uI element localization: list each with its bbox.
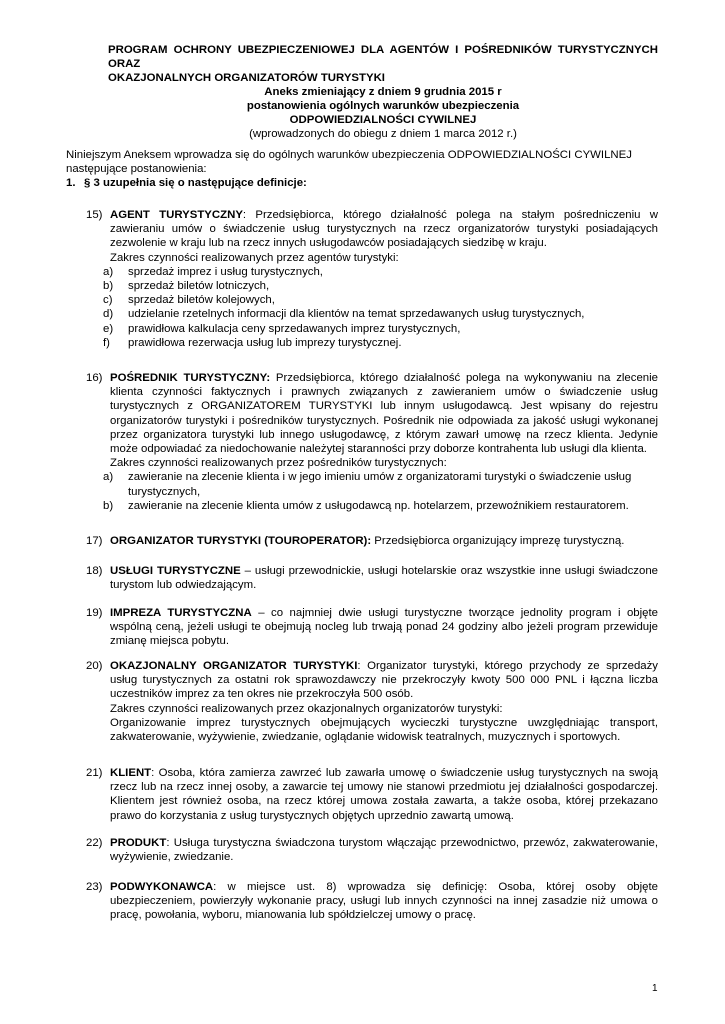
intro-point-number: 1.: [66, 177, 76, 189]
definition-text: : Organizator turystyki, którego przychody ze sprzedaży usług turystycznych za ostatni rok sprawozdawczy nie przekroczyły kwoty 500 000 PNL i łączna liczba uczestników imprez za ten okres nie przekroczyła 500 osób.: [110, 660, 659, 701]
list-item-label: b): [103, 499, 114, 512]
definition-number: 21): [86, 767, 103, 779]
definition-text: : Osoba, która zamierza zawrzeć lub zawarła umowę o świadczenie usług turystycznych na swoją rzecz lub na rzecz innej osoby, a zawarcie tej umowy nie stanowi przedmiotu jej działalności gospodarczej. Klientem jest również osoba, na rzecz której umowa została zawarta, a także osoba, której przekazano prawo do korzystania z usług turystycznych objętych uprzednio zawartą umową.: [110, 767, 658, 822]
definition-scope-detail: Organizowanie imprez turystycznych obejmujących wycieczki turystyczne uwzględniając transport, zakwaterowanie, wyżywienie, zwiedzanie, oglądanie widowisk teatralnych, muzycznych i sportowych.: [110, 716, 658, 744]
definition-term: IMPREZA TURYSTYCZNA: [110, 607, 252, 619]
list-item: [86, 499, 658, 513]
definition-20: [86, 659, 658, 744]
list-item: [86, 336, 658, 350]
list-item-text: sprzedaż imprez i usług turystycznych,: [128, 265, 323, 278]
header-line-3: Aneks zmieniający z dniem 9 grudnia 2015 r: [264, 86, 502, 98]
header-line-6: (wprowadzonych do obiegu z dniem 1 marca 2012 r.): [249, 128, 517, 140]
definition-23: [86, 880, 658, 923]
intro-text: Niniejszym Aneksem wprowadza się do ogólnych warunków ubezpieczenia ODPOWIEDZIALNOŚCI CYWILNEJ następujące postanowienia:: [66, 149, 632, 175]
list-item-label: a): [103, 265, 114, 278]
definition-21: [86, 766, 658, 823]
list-item: [86, 470, 658, 498]
list-item-text: prawidłowa kalkulacja ceny sprzedawanych imprez turystycznych,: [128, 322, 461, 335]
page-number: 1: [652, 983, 658, 994]
definition-number: 18): [86, 565, 103, 577]
definition-text: – co najmniej dwie usługi turystyczne tworzące jednolity program i objęte wspólną ceną, jeżeli usługi te obejmują nocleg lub trwają ponad 24 godziny albo jeżeli program przewiduje zmianę miejsca pobytu.: [110, 607, 658, 648]
definition-scope: Zakres czynności realizowanych przez agentów turystyki:: [110, 251, 399, 264]
definition-16: [86, 371, 658, 513]
document-header: [108, 43, 658, 141]
definition-18: [86, 564, 658, 592]
definition-term: POŚREDNIK TURYSTYCZNY:: [110, 372, 271, 384]
definition-number: 20): [86, 660, 103, 672]
scope-list: [86, 470, 658, 513]
list-item-text: sprzedaż biletów kolejowych,: [128, 294, 275, 307]
definition-term: OKAZJONALNY ORGANIZATOR TURYSTYKI: [110, 660, 358, 672]
list-item-text: prawidłowa rezerwacja usług lub imprezy turystycznej.: [128, 336, 402, 349]
list-item-text: udzielanie rzetelnych informacji dla klientów na temat sprzedawanych usług turystycznych,: [128, 308, 585, 321]
definition-term: ORGANIZATOR TURYSTYKI (TOUROPERATOR):: [110, 535, 372, 547]
header-line-2: OKAZJONALNYCH ORGANIZATORÓW TURYSTYKI: [108, 72, 385, 84]
definition-term: USŁUGI TURYSTYCZNE: [110, 565, 241, 577]
definition-number: 16): [86, 372, 103, 384]
list-item-label: a): [103, 471, 114, 484]
list-item-label: f): [103, 336, 110, 349]
definition-number: 23): [86, 881, 103, 893]
list-item-text: sprzedaż biletów lotniczych,: [128, 280, 270, 293]
definition-term: KLIENT: [110, 767, 152, 779]
intro-point-text: § 3 uzupełnia się o następujące definicje:: [84, 177, 307, 189]
list-item-label: b): [103, 280, 114, 293]
list-item: [86, 265, 658, 279]
list-item: [86, 322, 658, 336]
definition-term: AGENT TURYSTYCZNY: [110, 209, 243, 221]
definition-scope: Zakres czynności realizowanych przez okazjonalnych organizatorów turystyki:: [110, 702, 503, 715]
definition-text: : w miejsce ust. 8) wprowadza się definicję: Osoba, której osoby objęte ubezpieczeniem, powierzyły wykonanie pracy, usługi lub innych czynności na innej zasadzie niż umowa o pracę, powołania, wyboru, mianowania lub spółdzielczej umowy o pracę.: [110, 881, 658, 922]
definition-number: 22): [86, 837, 103, 849]
definition-15: [86, 208, 658, 350]
definition-19: [86, 606, 658, 649]
list-item-text: zawieranie na zlecenie klienta i w jego imieniu umów z organizatorami turystyki o świadczenie usług turystycznych,: [128, 471, 632, 498]
intro-section: [66, 148, 658, 190]
list-item: [86, 307, 658, 321]
definition-number: 19): [86, 607, 103, 619]
definition-22: [86, 836, 658, 864]
list-item-label: e): [103, 322, 114, 335]
header-line-1: PROGRAM OCHRONY UBEZPIECZENIOWEJ DLA AGENTÓW I POŚREDNIKÓW TURYSTYCZNYCH ORAZ: [108, 44, 658, 70]
definition-term: PODWYKONAWCA: [110, 881, 214, 893]
definition-text: Przedsiębiorca organizujący imprezę turystyczną.: [371, 535, 625, 547]
intro-point: [66, 176, 658, 190]
header-line-5: ODPOWIEDZIALNOŚCI CYWILNEJ: [289, 114, 477, 126]
definition-text: : Usługa turystyczna świadczona turystom włączając przewodnictwo, przewóz, zakwaterowanie, wyżywienie, zwiedzanie.: [110, 837, 658, 864]
definition-term: PRODUKT: [110, 837, 167, 849]
definition-text: Przedsiębiorca, którego działalność polega na wykonywaniu na zlecenie klienta czynności faktycznych i prawnych związanych z zawieraniem umów o świadczenie usług turystycznych z ORGANIZATOREM TURYSTYKI lub innym usługodawcą. Jest wpisany do rejestru organizatorów turystyki i pośredników turystycznych. Pośrednik nie odpowiada za jakość usługi wykonanej przez organizatora turystyki lub innego usługodawcę, z którym zawarł umowę na rzecz klienta. Jedynie może odpowiadać za niedochowanie należytej staranności przy doborze kontrahenta lub usługi dla klienta.: [110, 372, 659, 456]
definition-text: – usługi przewodnickie, usługi hotelarskie oraz wszystkie inne usługi świadczone turystom lub odwiedzającym.: [110, 565, 658, 592]
scope-list: [86, 265, 658, 350]
list-item: [86, 279, 658, 293]
definition-scope: Zakres czynności realizowanych przez pośredników turystycznych:: [110, 457, 447, 470]
list-item-label: c): [103, 294, 113, 307]
definition-text: : Przedsiębiorca, którego działalność polega na stałym pośredniczeniu w zawieraniu umów o świadczenie usług turystycznych na rzecz organizatorów turystyki posiadających zezwolenie w kraju lub na rzecz innych usługodawców posiadających siedzibę w kraju.: [110, 209, 658, 250]
list-item-text: zawieranie na zlecenie klienta umów z usługodawcą np. hotelarzem, przewoźnikiem restauratorem.: [128, 499, 629, 512]
header-line-4: postanowienia ogólnych warunków ubezpieczenia: [246, 100, 520, 112]
list-item-label: d): [103, 308, 114, 321]
definition-number: 17): [86, 535, 103, 547]
list-item: [86, 293, 658, 307]
definition-17: [86, 534, 658, 548]
definition-number: 15): [86, 209, 103, 221]
